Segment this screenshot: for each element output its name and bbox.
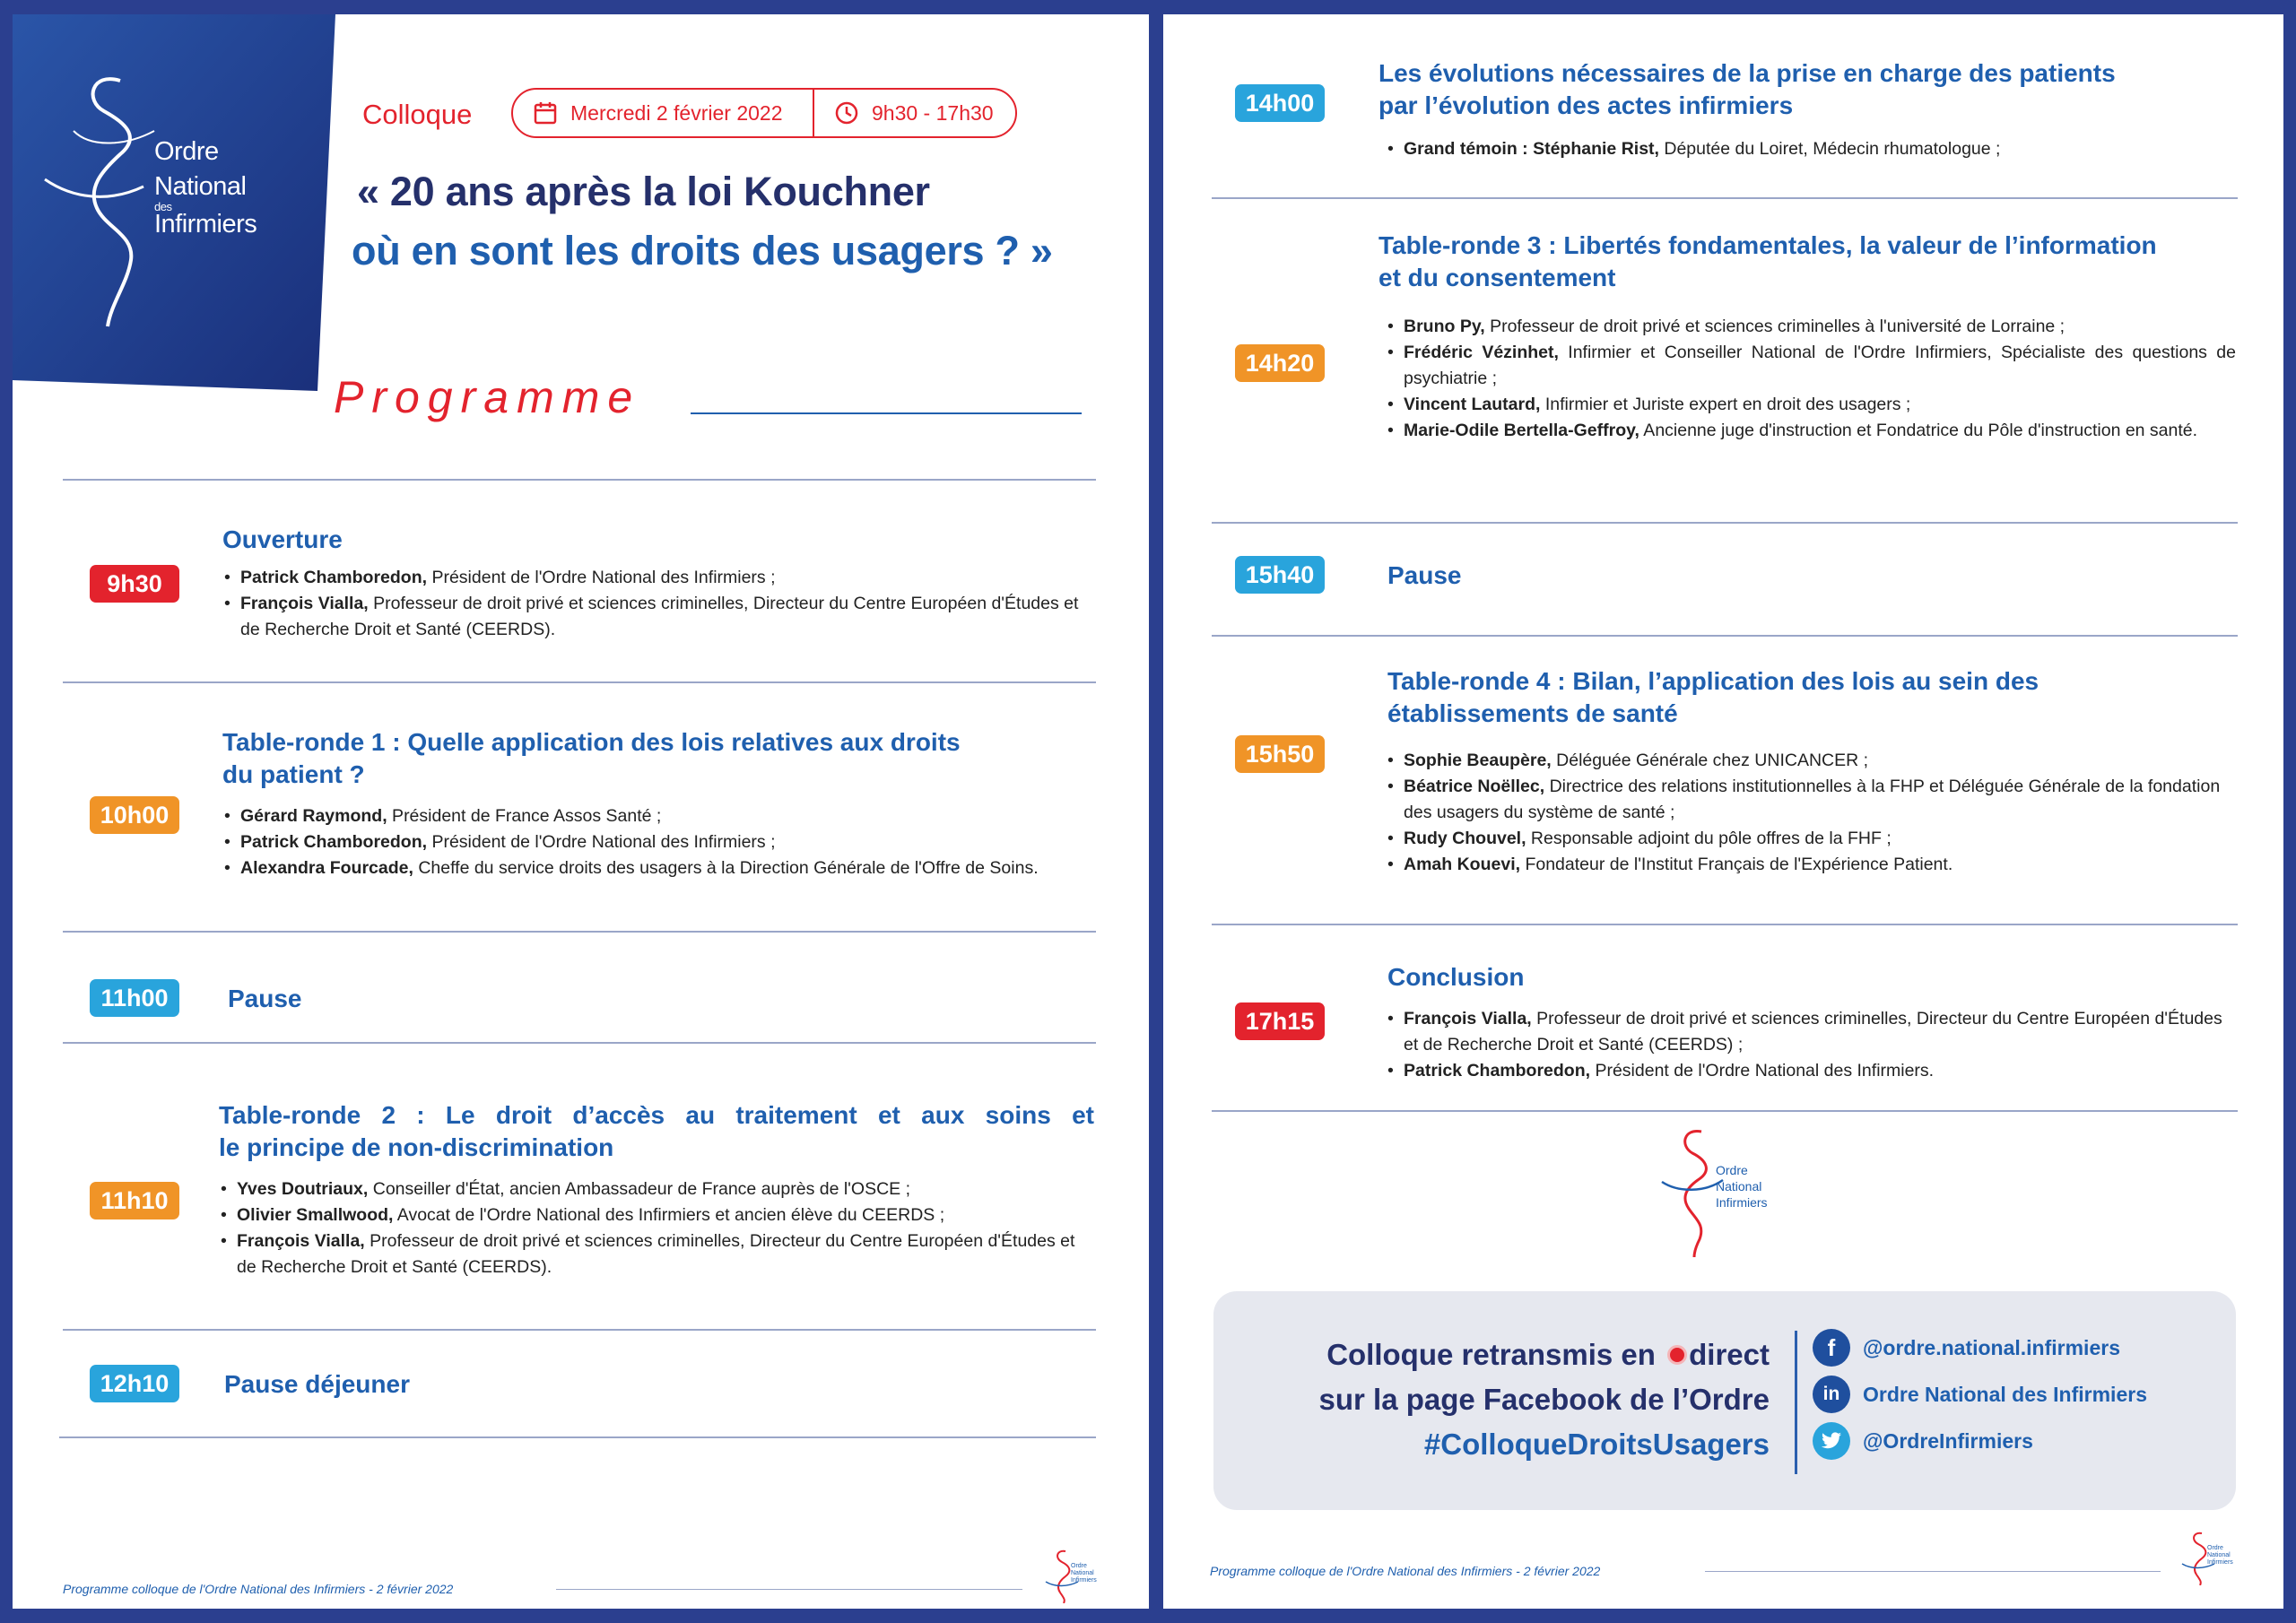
session-title-line-2: du patient ? (222, 760, 365, 788)
footer-rule (556, 1589, 1022, 1590)
date-segment (513, 90, 814, 136)
time-badge: 10h00 (90, 796, 179, 834)
programme-heading: Programme (334, 372, 641, 422)
participant-item (221, 1228, 1096, 1280)
participant-list (221, 1176, 1096, 1280)
participant-name: François Vialla, (240, 594, 369, 613)
participant-list (1387, 314, 2236, 444)
colloque-label: Colloque (362, 99, 473, 130)
linkedin-link[interactable] (1813, 1376, 2147, 1413)
programme-rule (691, 412, 1082, 414)
session-title: Pause (228, 985, 302, 1012)
participant-item (221, 1202, 1096, 1228)
logo-line-ordre: Ordre (154, 137, 219, 166)
participant-role: Ancienne juge d'instruction et Fondatrice du Pôle d'instruction en santé. (1639, 421, 2198, 440)
session-title (219, 1099, 1094, 1164)
time-badge: 14h20 (1235, 344, 1325, 382)
participant-role: Avocat de l'Ordre National des Infirmiers et ancien élève du CEERDS ; (393, 1205, 945, 1225)
participant-item (1387, 1058, 2236, 1084)
participant-item (1387, 418, 2236, 444)
page-title-line-2: où en sont les droits des usagers ? » (352, 228, 1053, 273)
participant-list (224, 565, 1096, 643)
participant-role: Président de France Assos Santé ; (387, 806, 662, 826)
svg-text:Ordre: Ordre (1716, 1163, 1748, 1177)
divider (1212, 635, 2238, 637)
participant-role: Infirmier et Juriste expert en droit des usagers ; (1540, 395, 1911, 414)
divider (59, 1436, 1096, 1438)
session-title-line-1: Table-ronde 4 : Bilan, l’application des lois au sein des (1387, 667, 2039, 695)
session-title-line-1: Les évolutions nécessaires de la prise en charge des patients (1378, 59, 2116, 87)
participant-role: Fondateur de l'Institut Français de l'Expérience Patient. (1520, 855, 1953, 874)
time-badge: 14h00 (1235, 84, 1325, 122)
participant-role: Président de l'Ordre National des Infirmiers ; (427, 568, 776, 587)
svg-text:Ordre: Ordre (1071, 1563, 1087, 1569)
participant-list (1387, 1006, 2236, 1084)
twitter-handle: @OrdreInfirmiers (1863, 1428, 2033, 1453)
footer-logo-icon (2180, 1530, 2234, 1585)
logo-text (154, 135, 257, 242)
participant-item (224, 565, 1096, 591)
svg-text:National: National (2207, 1552, 2231, 1558)
svg-text:National: National (1716, 1179, 1762, 1193)
participant-list (1387, 136, 2236, 162)
time-badge: 17h15 (1235, 1002, 1325, 1040)
time-badge: 11h10 (90, 1182, 179, 1219)
session-title: Pause déjeuner (224, 1370, 410, 1398)
participant-item (221, 1176, 1096, 1202)
participant-role: Députée du Loiret, Médecin rhumatologue ; (1658, 139, 2001, 159)
event-date: Mercredi 2 février 2022 (570, 100, 783, 125)
participant-name: Gérard Raymond, (240, 806, 387, 826)
logo-line-infirmiers: Infirmiers (154, 210, 257, 239)
session-title (1387, 665, 2039, 730)
svg-text:National: National (1071, 1570, 1094, 1576)
session-title: Ouverture (222, 525, 343, 553)
participant-list (224, 803, 1096, 881)
live-stream-text (1319, 1332, 1770, 1467)
participant-role: Responsable adjoint du pôle offres de la FHF ; (1526, 829, 1892, 848)
participant-item (1387, 136, 2236, 162)
svg-text:Ordre: Ordre (2207, 1545, 2223, 1551)
participant-name: Grand témoin : Stéphanie Rist, (1404, 139, 1659, 159)
footer-text: Programme colloque de l'Ordre National des Infirmiers - 2 février 2022 (63, 1582, 454, 1596)
footer-text: Programme colloque de l'Ordre National des Infirmiers - 2 février 2022 (1210, 1564, 1601, 1578)
participant-name: François Vialla, (1404, 1009, 1532, 1028)
participant-role: Professeur de droit privé et sciences criminelles, Directeur du Centre Européen d'Études et de Recherche Droit et Santé (CEERDS) ; (1404, 1009, 2222, 1055)
time-badge: 9h30 (90, 565, 179, 603)
participant-item (1387, 852, 2236, 878)
session-title (222, 726, 961, 791)
participant-name: Patrick Chamboredon, (240, 832, 428, 852)
date-time-pill (511, 88, 1017, 138)
divider (63, 1042, 1096, 1044)
live-stream-box (1213, 1291, 2236, 1510)
page-title-line-1: « 20 ans après la loi Kouchner (357, 169, 930, 214)
participant-name: Bruno Py, (1404, 317, 1485, 336)
participant-name: Yves Doutriaux, (237, 1179, 369, 1199)
session-title: Conclusion (1387, 963, 1525, 991)
linkedin-icon: in (1813, 1376, 1850, 1413)
session-title-line-1: Table-ronde 1 : Quelle application des lois relatives aux droits (222, 728, 961, 756)
participant-role: Président de l'Ordre National des Infirmiers ; (427, 832, 776, 852)
participant-role: Infirmier et Conseiller National de l'Ordre Infirmiers, Spécialiste des questions de psychiatrie ; (1404, 343, 2236, 388)
divider (1212, 1110, 2238, 1112)
participant-name: Rudy Chouvel, (1404, 829, 1526, 848)
live-line-1a: Colloque retransmis en (1326, 1338, 1665, 1371)
participant-role: Professeur de droit privé et sciences criminelles à l'université de Lorraine ; (1484, 317, 2066, 336)
logo-line-national: National (154, 172, 247, 201)
time-badge: 12h10 (90, 1365, 179, 1402)
divider (1212, 522, 2238, 524)
participant-item (1387, 314, 2236, 340)
calendar-icon (533, 100, 558, 126)
participant-name: Olivier Smallwood, (237, 1205, 394, 1225)
ordre-logo-icon (1660, 1124, 1795, 1259)
divider (1212, 924, 2238, 925)
participant-name: Marie-Odile Bertella-Geffroy, (1404, 421, 1639, 440)
footer-logo-icon (1044, 1548, 1098, 1603)
participant-item (1387, 1006, 2236, 1058)
participant-role: Conseiller d'État, ancien Ambassadeur de France auprès de l'OSCE ; (368, 1179, 910, 1199)
footer-rule (1705, 1571, 2161, 1572)
participant-role: Directrice des relations institutionnelles à la FHP et Déléguée Générale de la fondation des usagers du système de santé ; (1404, 777, 2221, 822)
facebook-link[interactable] (1813, 1329, 2120, 1367)
divider (63, 479, 1096, 481)
participant-name: Patrick Chamboredon, (240, 568, 428, 587)
logo-line-des: des (154, 200, 172, 213)
svg-text:Infirmiers: Infirmiers (1716, 1195, 1768, 1210)
participant-name: François Vialla, (237, 1231, 365, 1251)
participant-item (224, 803, 1096, 829)
session-title-line-2: par l’évolution des actes infirmiers (1378, 91, 1794, 119)
participant-role: Cheffe du service droits des usagers à la Direction Générale de l'Offre de Soins. (413, 858, 1039, 878)
page-left (13, 14, 1149, 1609)
participant-list (1387, 748, 2236, 878)
participant-item (1387, 826, 2236, 852)
participant-name: Alexandra Fourcade, (240, 858, 413, 878)
event-hours: 9h30 - 17h30 (872, 100, 994, 125)
participant-role: Président de l'Ordre National des Infirmiers. (1590, 1061, 1935, 1081)
facebook-handle: @ordre.national.infirmiers (1863, 1335, 2120, 1359)
svg-text:Infirmiers: Infirmiers (2207, 1559, 2233, 1566)
twitter-link[interactable] (1813, 1422, 2033, 1460)
divider (63, 931, 1096, 933)
participant-item (224, 855, 1096, 881)
live-dot-icon (1667, 1345, 1687, 1365)
live-line-1b: direct (1689, 1338, 1770, 1371)
linkedin-handle: Ordre National des Infirmiers (1863, 1382, 2147, 1406)
participant-item (1387, 340, 2236, 392)
session-title-line-2: le principe de non-discrimination (219, 1133, 614, 1161)
live-line-2: sur la page Facebook de l’Ordre (1318, 1383, 1770, 1416)
twitter-bird-icon (1821, 1432, 1842, 1450)
live-separator (1795, 1331, 1797, 1474)
session-title: Pause (1387, 561, 1462, 589)
participant-name: Béatrice Noëllec, (1404, 777, 1545, 796)
clock-icon (834, 100, 859, 126)
session-title-line-2: et du consentement (1378, 264, 1616, 291)
participant-item (1387, 392, 2236, 418)
svg-text:Infirmiers: Infirmiers (1071, 1577, 1097, 1584)
participant-name: Vincent Lautard, (1404, 395, 1541, 414)
participant-role: Professeur de droit privé et sciences criminelles, Directeur du Centre Européen d'Études et de Recherche Droit et Santé (CEERDS). (240, 594, 1079, 639)
facebook-icon: f (1813, 1329, 1850, 1367)
participant-name: Patrick Chamboredon, (1404, 1061, 1591, 1081)
participant-item (224, 829, 1096, 855)
time-badge: 15h50 (1235, 735, 1325, 773)
divider (63, 1329, 1096, 1331)
twitter-icon (1813, 1422, 1850, 1460)
page-right (1163, 14, 2283, 1609)
participant-name: Sophie Beaupère, (1404, 751, 1552, 770)
time-segment (814, 90, 994, 136)
participant-item (1387, 774, 2236, 826)
time-badge: 15h40 (1235, 556, 1325, 594)
participant-role: Déléguée Générale chez UNICANCER ; (1551, 751, 1869, 770)
session-title-line-2: établissements de santé (1387, 699, 1678, 727)
participant-item (224, 591, 1096, 643)
divider (1212, 197, 2238, 199)
participant-role: Professeur de droit privé et sciences criminelles, Directeur du Centre Européen d'Études et de Recherche Droit et Santé (CEERDS). (237, 1231, 1075, 1277)
divider (63, 681, 1096, 683)
participant-name: Amah Kouevi, (1404, 855, 1521, 874)
hashtag[interactable]: #ColloqueDroitsUsagers (1423, 1428, 1770, 1461)
participant-item (1387, 748, 2236, 774)
session-title (1378, 230, 2157, 294)
session-title-line-1: Table-ronde 3 : Libertés fondamentales, la valeur de l’information (1378, 231, 2157, 259)
participant-name: Frédéric Vézinhet, (1404, 343, 1559, 362)
session-title-line-1: Table-ronde 2 : Le droit d’accès au traitement et aux soins et (219, 1101, 1094, 1129)
time-badge: 11h00 (90, 979, 179, 1017)
session-title (1378, 57, 2116, 122)
